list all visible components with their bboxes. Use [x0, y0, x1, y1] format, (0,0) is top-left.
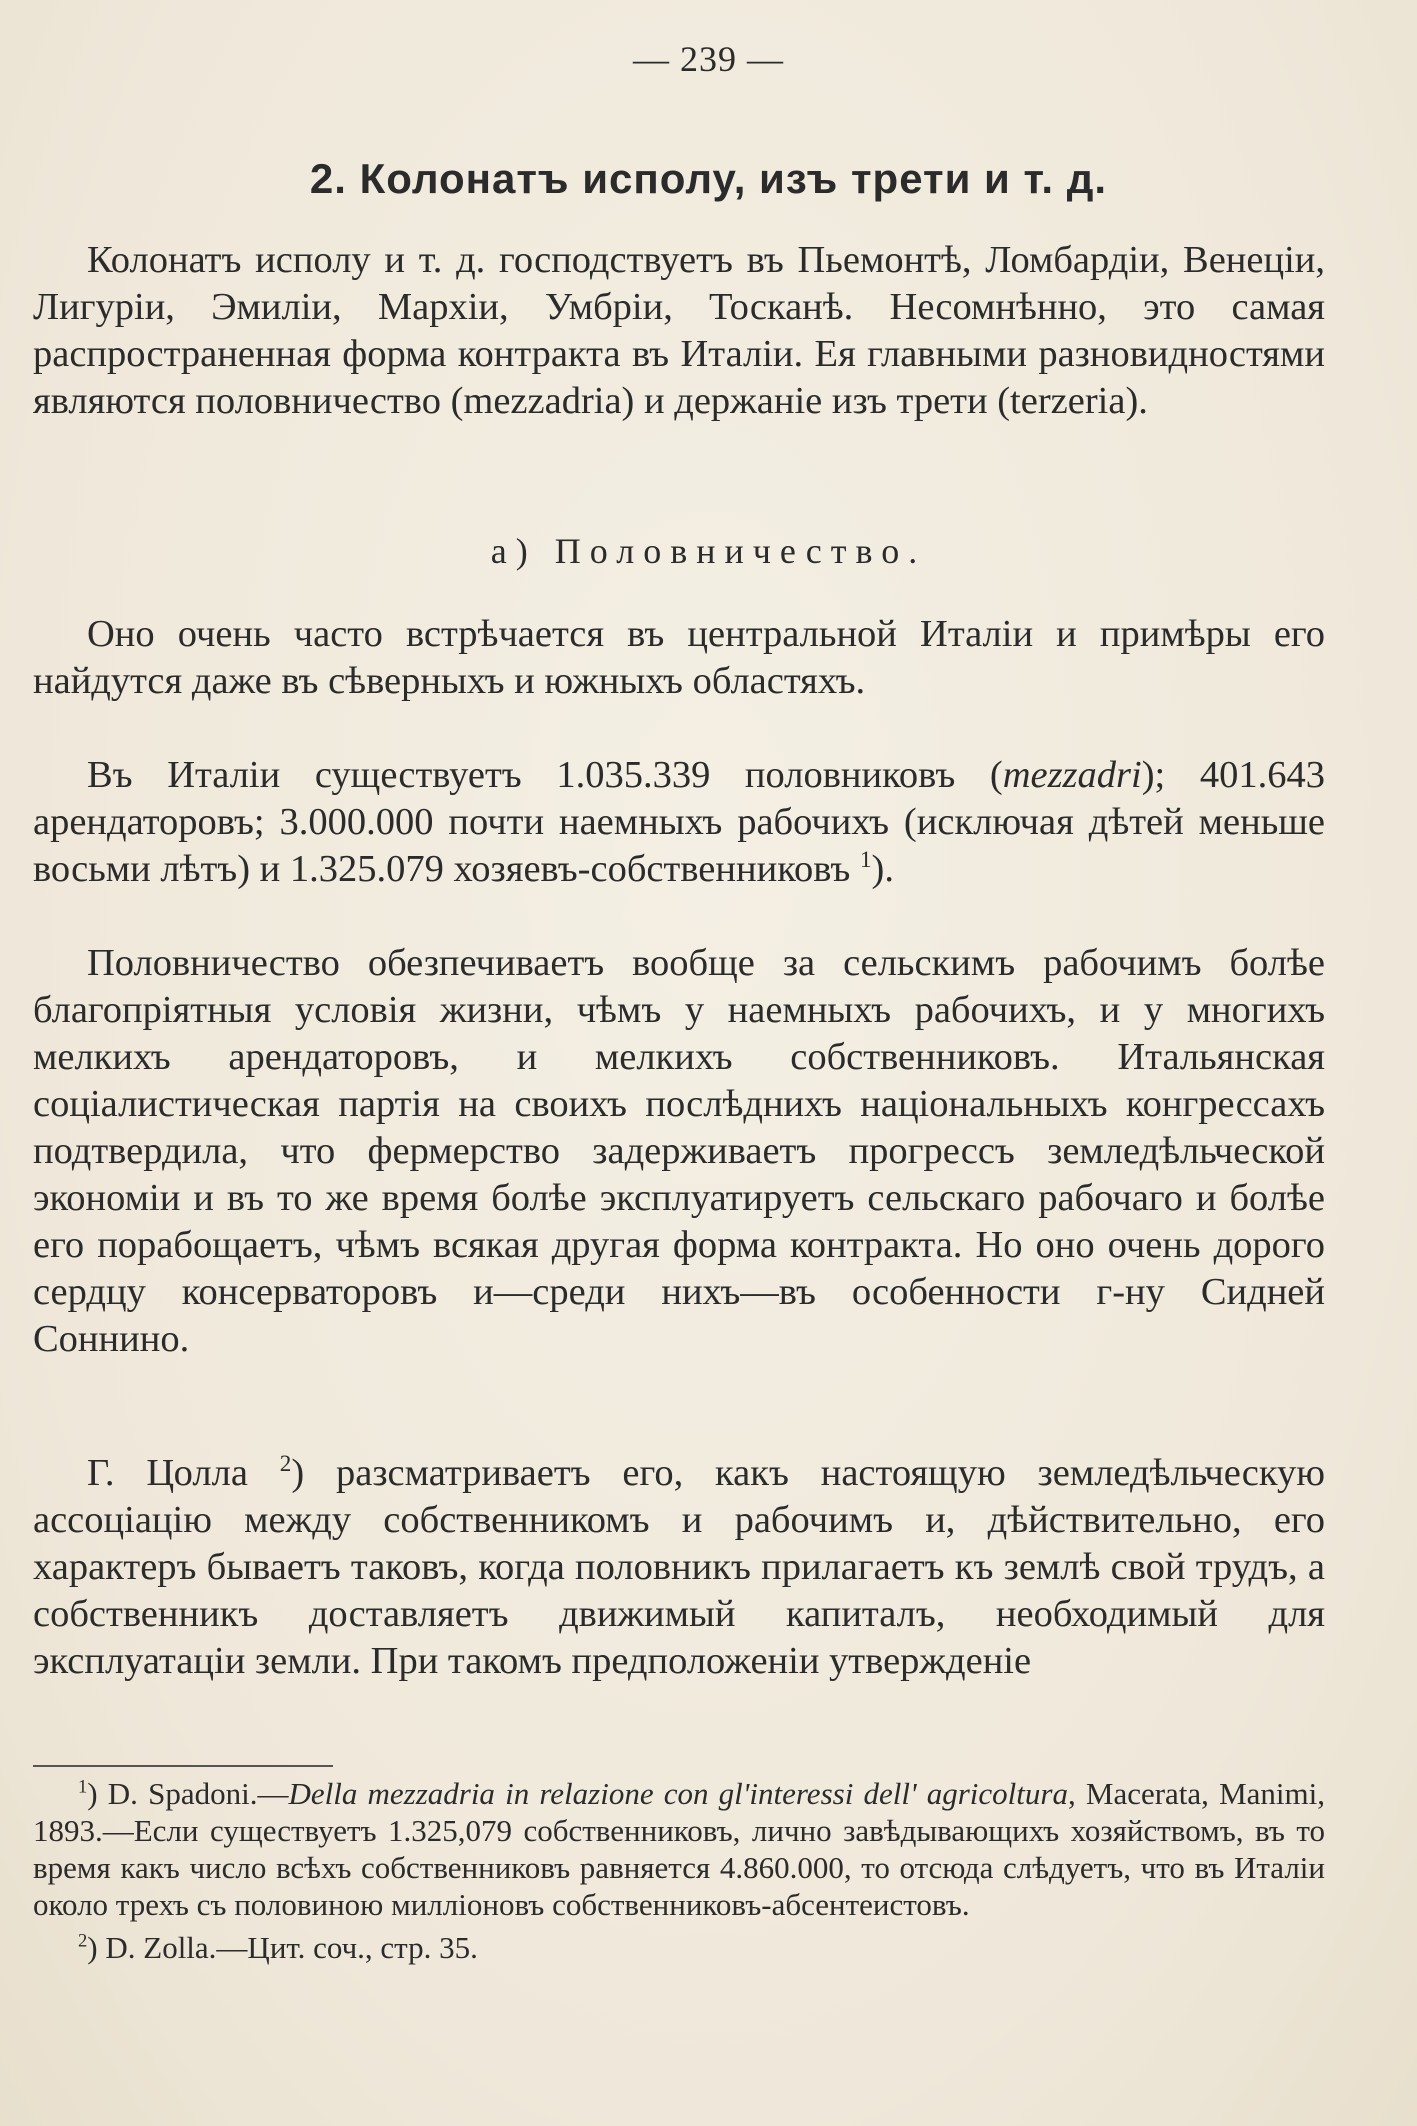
footnote-1-author: ) D. Spadoni.—: [87, 1776, 289, 1811]
page-number: — 239 —: [633, 39, 784, 79]
footnote-1-marker: 1: [78, 1776, 88, 1798]
paragraph-colonate-intro: Колонатъ исполу и т. д. господствуетъ въ Пьемонтѣ, Ломбардіи, Венеціи, Лигуріи, Эмиліи, Мархіи, Умбріи, Тосканѣ. Несомнѣнно, это самая распространенная форма контракта въ Италіи. Ея главными разновидностями являются половничество (mezzadria) и держаніе изъ трети (terzeria).: [33, 239, 1325, 422]
statistics-italic-term: mezzadri: [1002, 754, 1142, 796]
footnote-ref-1[interactable]: 1: [859, 846, 872, 873]
paragraph-zolla: [33, 1450, 1325, 1685]
paragraph-statistics: [33, 752, 1325, 893]
footnote-divider: [33, 1765, 333, 1767]
paragraph-socialist-party: Половничество обезпечиваетъ вообще за сельскимъ рабочимъ болѣе благопріятныя условія жизни, чѣмъ у наемныхъ рабочихъ, и у многихъ мелкихъ арендаторовъ, и мелкихъ собственниковъ. Итальянская соціалистическая партія на своихъ послѣднихъ національныхъ конгрессахъ подтвердила, что фермерство задерживаетъ прогрессъ земледѣльческой экономіи и въ то же время болѣе эксплуатируетъ сельскаго рабочаго и болѣе его порабощаетъ, чѣмъ всякая другая форма контракта. Но оно очень дорого сердцу консерваторовъ и—среди нихъ—въ особенности г-ну Сидней Соннино.: [33, 942, 1325, 1360]
footnote-1-title: Della mezzadria in relazione con gl'interessi dell' agricoltura: [288, 1776, 1068, 1811]
section-title: 2. Колонатъ исполу, изъ трети и т. д.: [309, 155, 1108, 202]
footnote-ref-2[interactable]: 2: [279, 1450, 292, 1477]
footnote-2: [33, 1929, 1325, 1966]
footnote-2-marker: 2: [78, 1930, 88, 1952]
statistics-text-middle: ); 401.643 арендаторовъ; 3.000.000 почти наемныхъ рабочихъ (исключая дѣтей меньше восьми лѣтъ) и 1.325.079 хозяевъ-собственниковъ: [33, 754, 1325, 890]
statistics-text-start: Въ Италіи существуетъ 1.035.339 половниковъ (: [87, 754, 1003, 796]
footnote-1: [33, 1775, 1325, 1923]
footnote-2-text: ) D. Zolla.—Цит. соч., стр. 35.: [87, 1930, 478, 1965]
footnote-1-text: , Macerata, Manimi, 1893.—Если существуетъ 1.325,079 собственниковъ, лично завѣдывающихъ хозяйствомъ, въ то время какъ число всѣхъ собственниковъ равняется 4.860.000, то отсюда слѣдуетъ, что въ Италіи около трехъ съ половиною милліоновъ собственниковъ-абсентеистовъ.: [33, 1776, 1325, 1922]
paragraph-central-italy: Оно очень часто встрѣчается въ центральной Италіи и примѣры его найдутся даже въ сѣверныхъ и южныхъ областяхъ.: [33, 613, 1325, 702]
zolla-text-rest: ) разсматриваетъ его, какъ настоящую земледѣльческую ассоціацію между собственникомъ и рабочимъ и, дѣйствительно, его характеръ бываетъ таковъ, когда половникъ прилагаетъ къ землѣ свой трудъ, а собственникъ доставляетъ движимый капиталъ, необходимый для эксплуатаціи земли. При такомъ предположеніи утвержденіе: [33, 1452, 1326, 1682]
footnotes: [33, 1775, 1325, 1966]
zolla-text-start: Г. Цолла: [87, 1452, 280, 1494]
subheading-polovnichestvo: а) Половничество.: [490, 531, 927, 571]
statistics-text-end: ).: [871, 848, 894, 890]
